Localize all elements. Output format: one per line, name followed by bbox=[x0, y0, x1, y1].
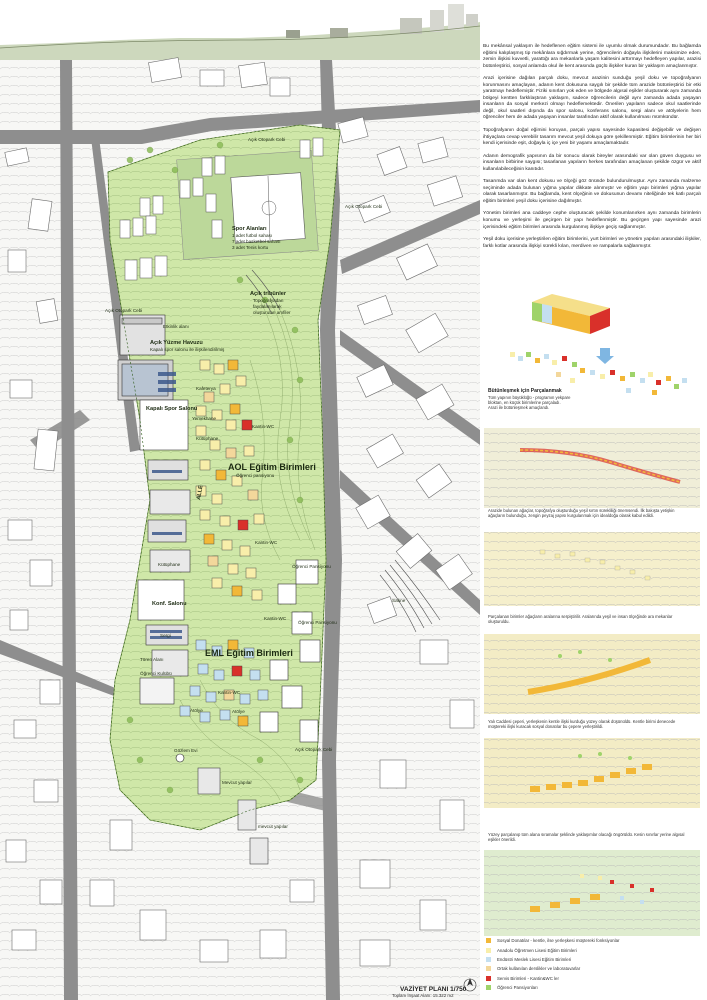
step-panel-3 bbox=[484, 634, 700, 714]
step-3-caption-line-2: müştereki ilişki kuracak sosyal donatılar bu çepere yerleştirildi. bbox=[488, 724, 604, 729]
label-alle: ALLE bbox=[196, 484, 205, 501]
diagram-desc-3: Arazi ile bütünleşmek amaçlandı. bbox=[488, 405, 550, 410]
skyline-elevation bbox=[0, 4, 480, 60]
legend-label: Öğrenci Pansiyonları bbox=[497, 985, 538, 991]
label-ogrenci-pansiyonu-1: Öğrenci Pansiyonu bbox=[292, 564, 331, 569]
legend-item bbox=[486, 974, 706, 983]
step-4-caption-line-2: eşikler önerildi. bbox=[488, 837, 516, 842]
label-mevcut-yapilar-2: mevcut yapılar bbox=[258, 824, 288, 829]
label-toren-alani: Tören Alanı bbox=[140, 657, 164, 662]
label-kantin-wc-3: Kantin-WC bbox=[264, 616, 287, 621]
legend-swatch bbox=[486, 948, 491, 953]
label-acik-yuzme-desc: Kapalı spor salonu ile ilişkilendirilmiş bbox=[150, 347, 225, 352]
legend-swatch bbox=[486, 985, 491, 990]
legend-label: Ortak kullanılan derslikler ve laboratuvarlar bbox=[497, 966, 581, 972]
step-3-caption-line-1: Yalı Caddesi çeperi, yerleşkenin kentle ilişki kurduğu yüzey olarak düşünüldü. Kentle birimi denecede bbox=[488, 719, 676, 724]
legend-swatch bbox=[486, 957, 491, 962]
legend-label: Sosyal Donatılar - kentle, ilse yerleşkesi müştereki fonksiyonlar bbox=[497, 938, 620, 944]
label-ogrenci-kulubu: Öğrenci Kulübü bbox=[140, 671, 172, 676]
label-sergi: Sergi bbox=[160, 633, 171, 638]
legend-item bbox=[486, 983, 706, 992]
label-eml: EML Eğitim Birimleri bbox=[205, 648, 293, 658]
label-atolye-1: Atölye bbox=[190, 708, 203, 713]
label-acik-otopark-1: Açık Otopark Cebi bbox=[248, 137, 286, 142]
label-spor-desc-3: 3 adet Tenis kortu bbox=[232, 245, 269, 250]
solid-block bbox=[532, 294, 610, 334]
step-panel-2 bbox=[484, 532, 700, 606]
paragraph-6: Yönetim birimleri ana caddeye cephe oluşturacak şekilde konumlanırken aynı zamanda birimlerin konumu ve yerleşimi ile geçirgen bir yapı hedeflenmiştir. Bu geçirgen yapı sayesinde arazi içerisindeki eğitim birimleri arasında kurgulanmış ilişkiye geçiş sağlanmıştır. bbox=[483, 211, 701, 230]
legend-item bbox=[486, 936, 706, 945]
label-tribun-desc-2: faydalanılarak bbox=[253, 304, 282, 309]
legend-label: Servis Birimleri - Kantin&WC ler bbox=[497, 975, 559, 981]
label-spor-alanlari: Spor Alanları bbox=[232, 226, 267, 232]
step-panels bbox=[480, 420, 707, 940]
label-kapali-spor: Kapalı Spor Salonu bbox=[146, 406, 198, 412]
diagram-desc-1: Tüm yapının büyüklüğü - programın yekpare bbox=[488, 395, 571, 400]
plan-title: VAZİYET PLANI 1/750 bbox=[400, 986, 467, 993]
legend-swatch bbox=[486, 966, 491, 971]
label-ogrenci-pansiyonu-2: Öğrenci Pansiyonu bbox=[298, 620, 337, 625]
label-aol-sub: Öğrenci pansiyonu bbox=[236, 473, 275, 478]
label-acik-otopark-2: Açık Otopark Cebi bbox=[345, 204, 383, 209]
label-kutuphane-2: Kütüphane bbox=[158, 562, 181, 567]
step-panel-1 bbox=[484, 428, 700, 508]
label-kantin-wc-4: Kantin-WC bbox=[218, 690, 241, 695]
paragraph-5: Tasarımda var olan kent dokusu ve ölçeği göz önünde bulundurulmuştur. Aynı zamanda malzeme seçiminde adada bulunan yığma yapılar dikkate alınmıştır ve eğitim yapı birimleri yığma yapılar olarak tasarlanmıştır. Bu bağlamda, kent ölçeğinin ve dokusunun devamı niteliğinde tek katlı parçalı eğitim birimleri yeşil doku içerisine dağılmıştır. bbox=[483, 179, 701, 204]
legend-item bbox=[486, 964, 706, 973]
label-sahne: Sahne bbox=[392, 598, 406, 603]
label-acik-tribunler: Açık tribünler bbox=[250, 291, 287, 297]
label-mevcut-yapilar-1: Mevcut yapılar bbox=[222, 780, 252, 785]
legend-label: Endüstri Meslek Lisesi Eğitim Birimleri bbox=[497, 956, 572, 962]
diagram-title: Bütünleşmek için Parçalanmak bbox=[488, 388, 562, 394]
label-konf-salonu: Konf. Salonu bbox=[152, 601, 187, 607]
label-spor-desc-2: 7 adet basketbol sahası bbox=[232, 239, 281, 244]
paragraph-2: Arazi içerisine dağılan parçalı doku, mevcut arazinin sunduğu yeşil doku ve topoğrafyanın korunmasını amaçlayan, adanın kent dokusuna saygılı bir şekilde tüm arazide bütünleştirici bir etki yaratmayı hedeflemiştir. Fiziki sınırları yok eden ve bölgede algısal eşikler oluşturarak aynı zamanda bölgeyi kentten farklılaştıran yaklaşım, sadece öğrencilerin değil aynı zamanda adada yaşayan insanların da sosyal merkezi olmayı hedeflemektedir. Önerilen yapıların sadece okul saatlerinde değil, okul saatleri dışında da spor salonu, konferans salonu, sergi alanı ve atölyelerin hem öğrenciler hem de adada yaşayan insanlar tarafından aktif olarak kullanılması mümkündür. bbox=[483, 76, 701, 121]
label-atolye-2: Atölye bbox=[232, 709, 245, 714]
label-aol: AOL Eğitim Birimleri bbox=[228, 462, 316, 472]
legend bbox=[486, 936, 706, 992]
paragraph-1: Bu mekânsal yaklaşım ile hedeflenen eğitim sistemi ile uyumlu olmak durumundadır. Bu bağlamda eğitimi kalıplaşmış tip mekânlara sığdırmak yerine, öğrencilerin doğayla ilişkilerini maksimize eden, zemin ilişkisi kuvvetli, yarattığı ara mekanlarla yaşam kalitesini arttırmayı hedefleyen yapılar, arazisi bütünleştirici, sosyal anlamda okul ile kent arasında güçlü ilişkiler kuran bir yaklaşım amaçlanmıştır. bbox=[483, 44, 701, 69]
step-2-caption-line-2: oluşturuldu. bbox=[488, 619, 510, 624]
legend-item bbox=[486, 945, 706, 954]
plan-area: Toplam İnşaat Alanı: 15.322 m2 bbox=[392, 993, 454, 998]
diagram-desc-2: bloktan, en küçük birimlerine parçaladı. bbox=[488, 400, 561, 405]
label-kantin-wc-2: Kantin-WC bbox=[255, 540, 278, 545]
label-tribun-desc-1: Topoğrafyadan bbox=[253, 298, 284, 303]
description-text bbox=[483, 44, 701, 256]
legend-label: Anadolu Öğretmen Lisesi Eğitim Birimleri bbox=[497, 947, 577, 953]
label-spor-desc-1: 1 adet futbol sahası bbox=[232, 233, 273, 238]
legend-swatch bbox=[486, 976, 491, 981]
step-4-caption-line-1: Yüzey parçalanıp tüm alana sıramalar şeklinde yaklaşımlar olacağı öngörüldü. Kesin sınırlar yerine algısal bbox=[488, 832, 685, 837]
paragraph-3: Topoğrafyanın doğal eğimini koruyan, parçalı yapısı sayesinde kapasitesi değişebilir ve değişen ihtiyaçlara cevap verebilir tasarım mevcut yeşil dokuya göre şekillenmiştir. Eğitim birimlerinin her biri kendi içerisinde eşit, doğayla iç içe yeni bir yaşamı amaçlamaktadır. bbox=[483, 128, 701, 147]
paragraph-4: Adanın demografik yapısının da bir sonucu olarak bireyler arasındaki var olan güven duygusu ve insanların birbirine saygısı; tasarlanan yapıların herkes tarafından amaçlanan şekilde özgür ve aktif kullanılabileceğinin kanıtıdır. bbox=[483, 153, 701, 172]
label-tribun-desc-3: oluşturulan amfiler bbox=[253, 310, 291, 315]
label-acik-otopark-4: Açık Otopark Cebi bbox=[295, 747, 333, 752]
label-etkinlik-alani: Etkinlik alanı bbox=[163, 324, 189, 329]
step-panel-4 bbox=[484, 738, 700, 808]
label-acik-yuzme: Açık Yüzme Havuzu bbox=[150, 340, 203, 346]
label-kafeterya: Kafeterya bbox=[196, 386, 216, 391]
label-acik-otopark-3: Açık Otopark Cebi bbox=[105, 308, 143, 313]
step-1-caption-line-1: Arazide bulunan ağaçlar, topoğrafya oluşturduğu yeşil sırtın sürekliliği önemsendi. İlk bakışta yetişkin bbox=[488, 508, 675, 513]
step-panel-5 bbox=[484, 850, 700, 936]
legend-item bbox=[486, 955, 706, 964]
label-kantin-wc-1: Kantin-WC bbox=[252, 424, 275, 429]
legend-swatch bbox=[486, 938, 491, 943]
label-yemekhane: Yemekhane bbox=[192, 416, 217, 421]
paragraph-7: Yeşil doku içerisine yerleştirilen eğitim birimlerini, yurt birimleri ve yönetim yapıları arasındaki ilişkiler, farklı kotlar arasında ilişkiyi sürekli kılan, merdiven ve rampalarla sağlanmıştır. bbox=[483, 237, 701, 249]
step-1-caption-line-2: ağaçların bulunduğu, zengin peyzaj yapısı kurgulanmak için idealdoğa olarak kabul edildi. bbox=[488, 513, 654, 518]
label-gozlem-evi: Gözlem Evi bbox=[174, 748, 198, 753]
label-kutuphane-1: Kütüphane bbox=[196, 436, 219, 441]
observatory-marker bbox=[176, 754, 184, 762]
arrow-down-icon bbox=[596, 348, 614, 364]
step-2-caption-line-1: Parçalanan birimler ağaçların aralarına serpiştirilir. Aralarında yeşil ve insan ölçeğinde ara mekanlar bbox=[488, 614, 673, 619]
